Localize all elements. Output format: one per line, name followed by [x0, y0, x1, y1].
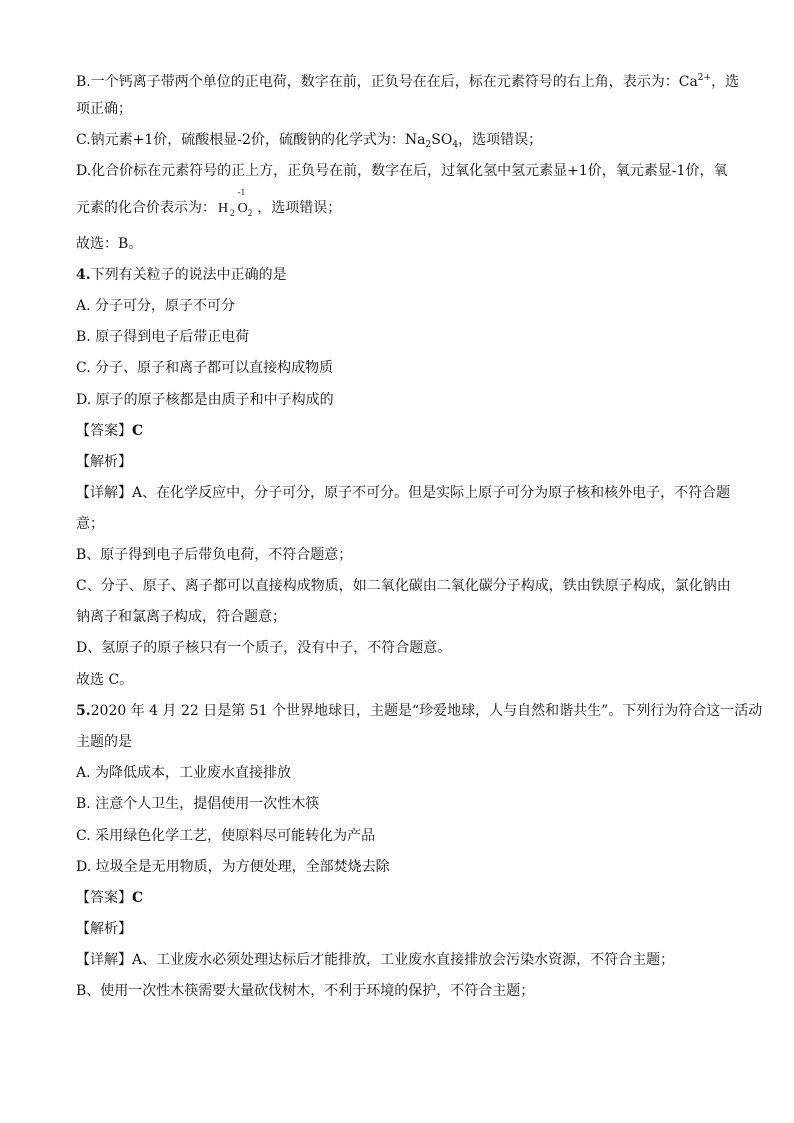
- answer-d-explanation-cont: [76, 187, 726, 219]
- answer-label: 【答案】: [76, 423, 132, 439]
- text-span: ，选项错误；: [257, 200, 342, 216]
- answer-d-explanation: D.化合价标在元素符号的正上方，正负号在前，数字在后，过氧化氢中氢元素显+1价，氧元素显-1价，氧: [76, 163, 728, 179]
- q5-option-b: B. 注意个人卫生，提倡使用一次性木筷: [76, 796, 320, 812]
- q5-detail-b: B、使用一次性木筷需要大量砍伐树木，不利于环境的保护，不符合主题；: [76, 983, 535, 999]
- question-5-stem-cont: 主题的是: [76, 734, 132, 750]
- subscript: 2: [230, 208, 235, 218]
- q5-detail-a: 【详解】A、工业废水必须处理达标后才能排放，工业废水直接排放会污染水资源，不符合主题；: [76, 952, 675, 968]
- q5-analysis-label: 【解析】: [76, 921, 132, 937]
- question-number: 5.: [76, 703, 91, 719]
- text-span: B.一个钙离子带两个单位的正电荷，数字在前，正负号在在后，标在元素符号的右上角，表示为：Ca: [76, 74, 698, 90]
- q5-answer: [76, 888, 726, 908]
- subscript: 4: [452, 140, 459, 150]
- question-4-stem: [76, 265, 726, 285]
- final-choice: 故选：B。: [76, 236, 143, 252]
- answer-label: 【答案】: [76, 890, 132, 906]
- element-symbol: H: [218, 201, 229, 216]
- text-span: ，选项错误；: [458, 132, 543, 148]
- q5-option-d: D. 垃圾全是无用物质，为方便处理，全部焚烧去除: [76, 859, 390, 875]
- q4-detail-b: B、原子得到电子后带负电荷，不符合题意；: [76, 547, 353, 563]
- answer-b-explanation-cont: 项正确；: [76, 101, 132, 117]
- ion-charge: 2+: [697, 73, 712, 83]
- q4-option-b: B. 原子得到电子后带正电荷: [76, 329, 250, 345]
- answer-c-explanation: [76, 130, 726, 155]
- q4-final-choice: 故选 C。: [76, 672, 134, 688]
- answer-value: C: [132, 423, 144, 439]
- answer-value: C: [132, 890, 144, 906]
- subscript: 2: [425, 140, 432, 150]
- q4-detail-d: D、氢原子的原子核只有一个质子，没有中子，不符合题意。: [76, 640, 452, 656]
- subscript: 2: [247, 208, 253, 218]
- answer-b-explanation: [76, 68, 740, 92]
- q4-option-d: D. 原子的原子核都是由质子和中子构成的: [76, 392, 334, 408]
- q4-detail-a-cont: 意；: [76, 516, 104, 532]
- question-number: 4.: [76, 267, 91, 283]
- q4-detail-c: C、分子、原子、离子都可以直接构成物质，如二氧化碳由二氧化碳分子构成，铁由铁原子构成，氯化钠由: [76, 578, 731, 594]
- q5-option-a: A. 为降低成本，工业废水直接排放: [76, 765, 292, 781]
- q4-answer: [76, 421, 726, 441]
- q4-detail-a: 【详解】A、在化学反应中，分子可分，原子不可分。但是实际上原子可分为原子核和核外电子，不符合题: [76, 485, 731, 501]
- element-symbol: O: [237, 201, 248, 216]
- q4-option-c: C. 分子、原子和离子都可以直接构成物质: [76, 360, 334, 376]
- q4-analysis-label: 【解析】: [76, 454, 132, 470]
- question-5-stem: [76, 701, 763, 721]
- q4-option-a: A. 分子可分，原子不可分: [76, 298, 236, 314]
- text-span: C.钠元素+1价，硫酸根显-2价，硫酸钠的化学式为：Na: [76, 132, 426, 148]
- text-span: ，选: [711, 74, 740, 90]
- valence-mark: -1: [237, 187, 246, 197]
- oxygen-with-valence: [237, 187, 248, 216]
- text-span: 2020 年 4 月 22 日是第 51 个世界地球日，主题是“珍爱地球，人与自然和谐共生”。下列行为符合这一活动: [90, 703, 763, 719]
- text-span: 元素的化合价表示为：: [76, 200, 216, 216]
- text-span: SO: [431, 132, 453, 148]
- text-span: 下列有关粒子的说法中正确的是: [90, 267, 287, 283]
- q4-detail-c-cont: 钠离子和氯离子构成，符合题意；: [76, 609, 286, 625]
- q5-option-c: C. 采用绿色化学工艺，使原料尽可能转化为产品: [76, 828, 376, 844]
- valence-formula: [218, 187, 255, 219]
